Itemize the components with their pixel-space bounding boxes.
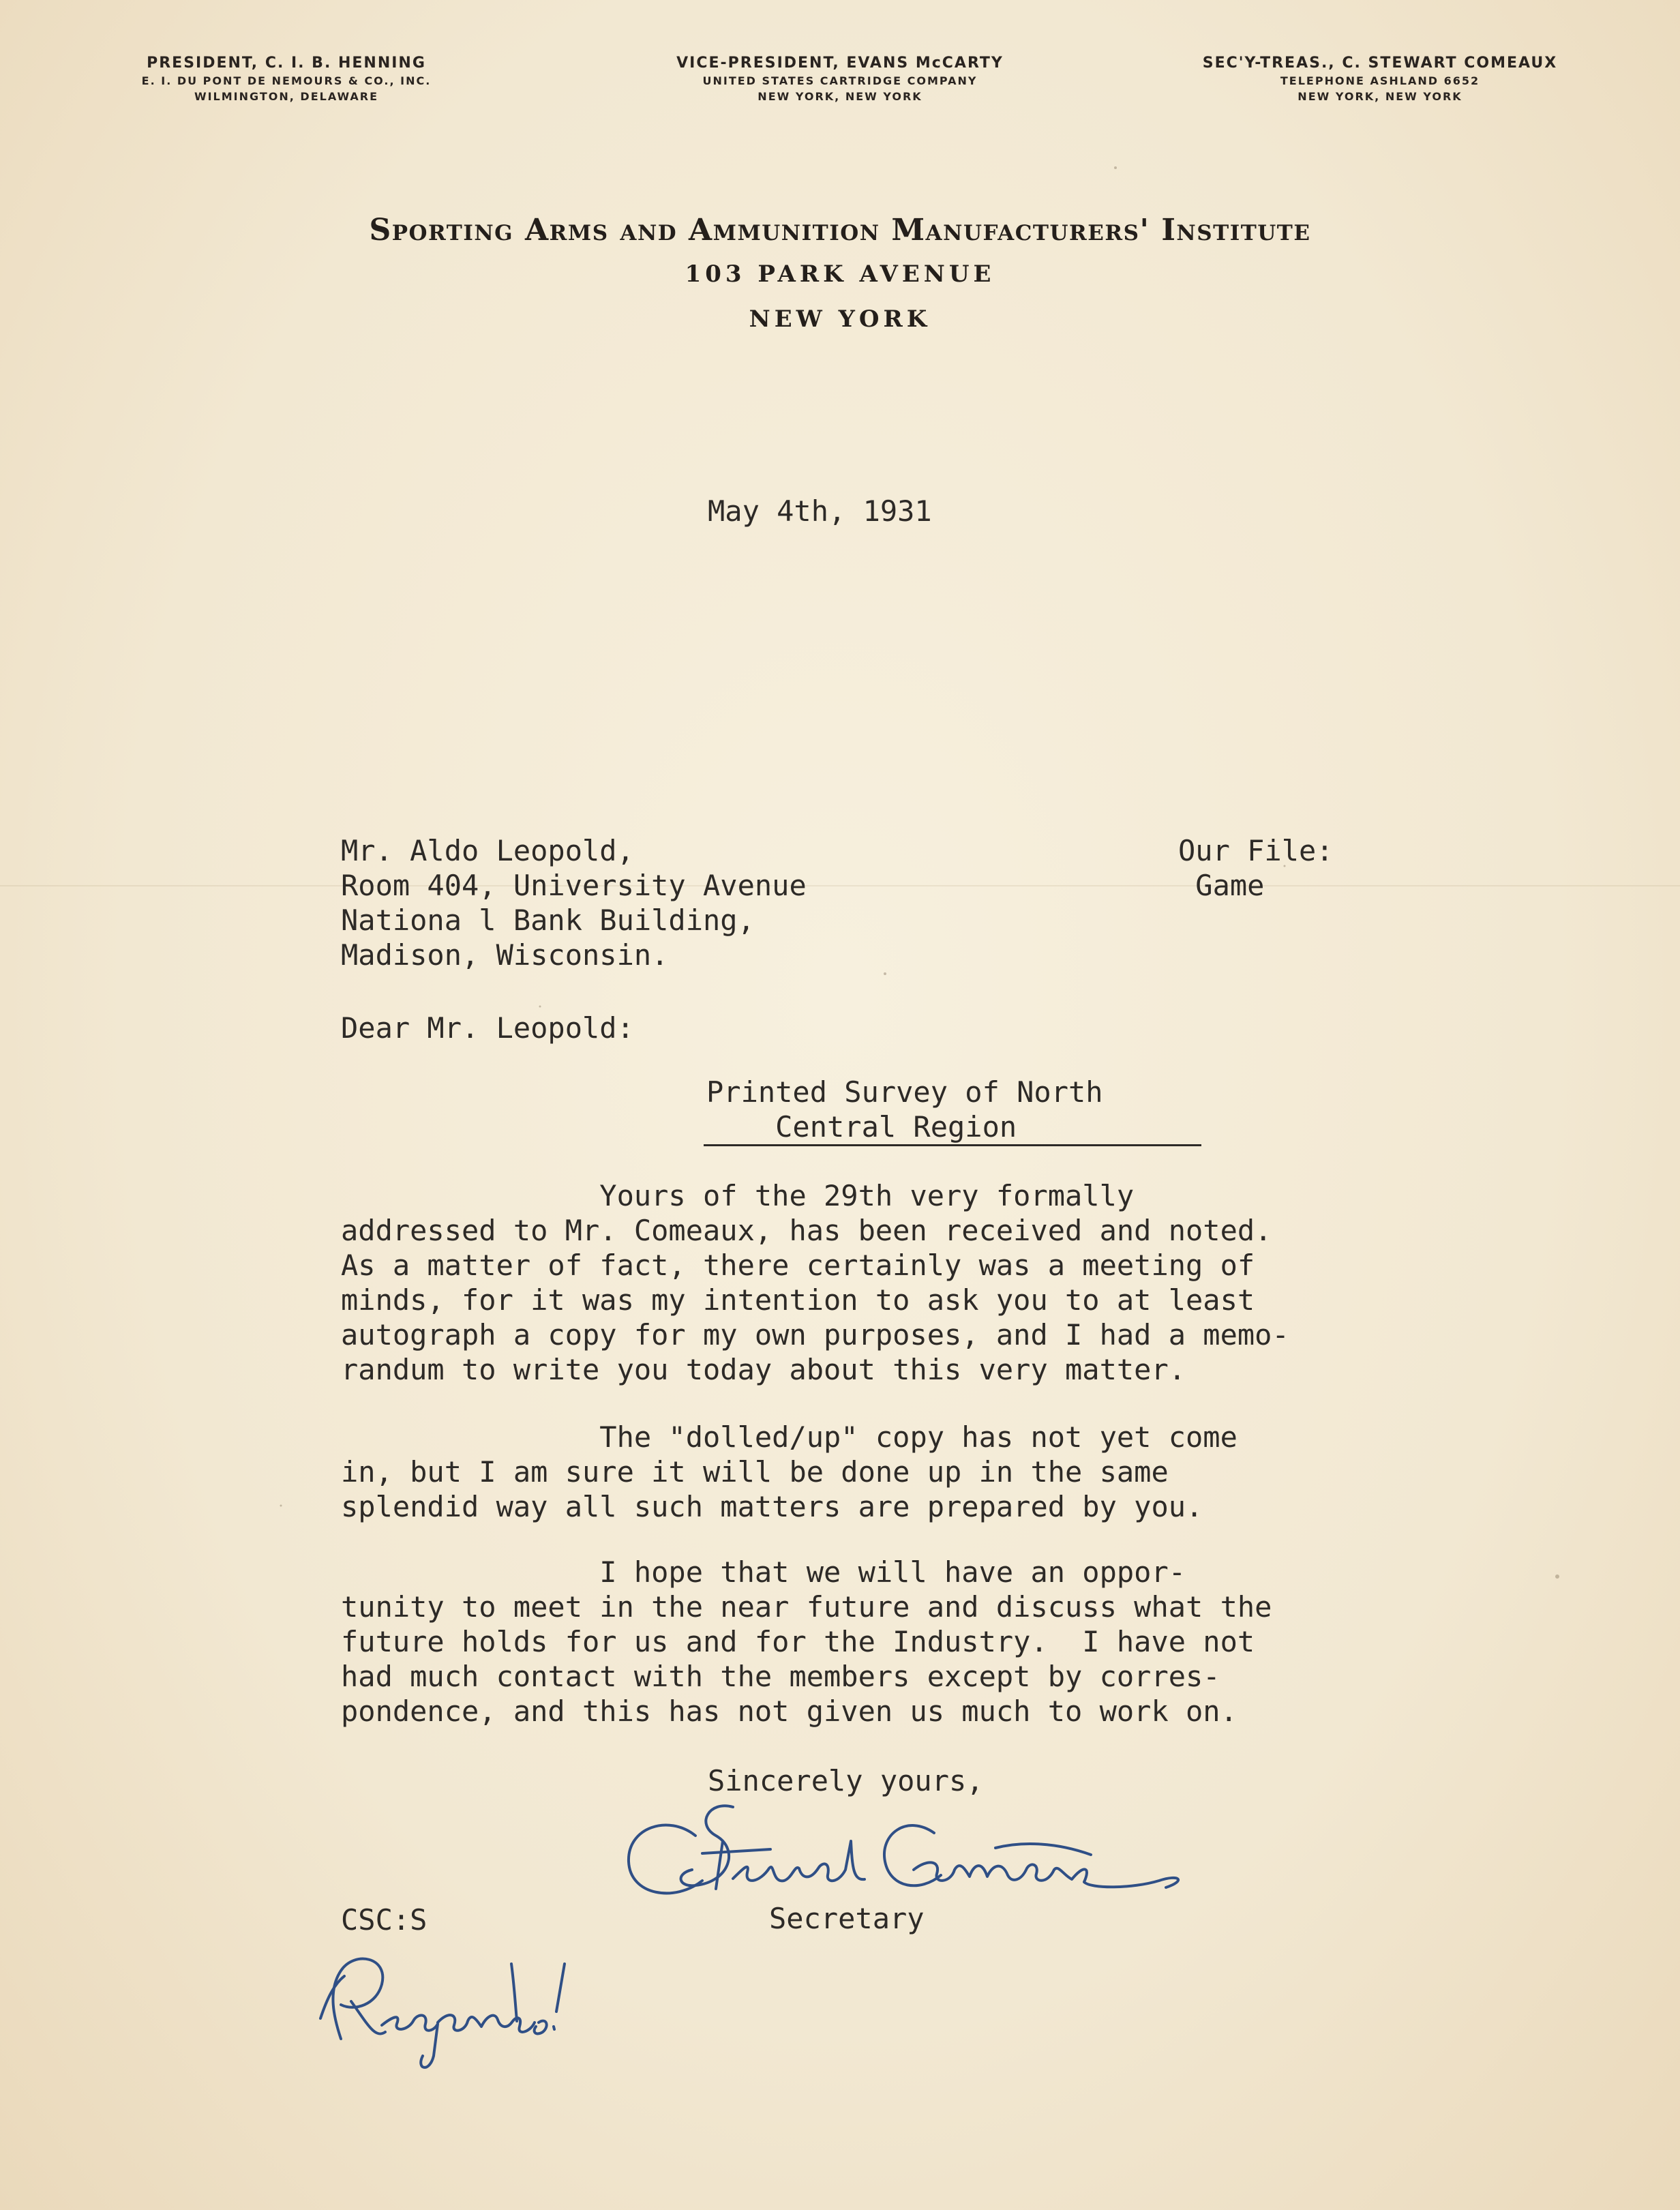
president-company: E. I. DU PONT DE NEMOURS & CO., INC. bbox=[141, 74, 432, 87]
typist-initials: CSC:S bbox=[341, 1903, 427, 1937]
body-paragraph-3: I hope that we will have an oppor- tunity to meet in the near future and discuss what the future holds for us and for the Industry. I have not had much contact with the members except by corres- pondence, and this has not given us much to work on. bbox=[341, 1555, 1272, 1728]
president-location: WILMINGTON, DELAWARE bbox=[194, 90, 379, 103]
organization-street: 103 PARK AVENUE bbox=[685, 260, 995, 288]
vice-president-location: NEW YORK, NEW YORK bbox=[758, 90, 922, 103]
salutation: Dear Mr. Leopold: bbox=[341, 1011, 634, 1045]
recipient-address: Mr. Aldo Leopold, Room 404, University Avenue Nationa l Bank Building, Madison, Wisconsin. bbox=[341, 834, 807, 972]
organization-name: Sporting Arms and Ammunition Manufacturers' Institute bbox=[369, 213, 1311, 248]
organization-city: NEW YORK bbox=[749, 305, 931, 333]
signer-title: Secretary bbox=[769, 1902, 925, 1935]
file-reference: Our File: Game bbox=[1178, 834, 1334, 902]
letter-date: May 4th, 1931 bbox=[708, 494, 932, 528]
secretary-treasurer-telephone: TELEPHONE ASHLAND 6652 bbox=[1280, 74, 1480, 87]
vice-president-title: VICE-PRESIDENT, EVANS McCARTY bbox=[676, 55, 1004, 72]
secretary-treasurer-location: NEW YORK, NEW YORK bbox=[1298, 90, 1462, 103]
president-title: PRESIDENT, C. I. B. HENNING bbox=[147, 55, 426, 72]
subject-line: Printed Survey of North Central Region bbox=[706, 1075, 1103, 1144]
body-paragraph-1: Yours of the 29th very formally addressed to Mr. Comeaux, has been received and noted. As a matter of fact, there certainly was a meeting of minds, for it was my intention to ask you to at least autograph a copy for my own purposes, and I had a memo- randum to write you today about this very matter. bbox=[341, 1179, 1289, 1386]
closing: Sincerely yours, bbox=[708, 1764, 984, 1797]
secretary-treasurer-title: SEC'Y-TREAS., C. STEWART COMEAUX bbox=[1202, 55, 1558, 72]
body-paragraph-2: The "dolled/up" copy has not yet come in, but I am sure it will be done up in the same splendid way all such matters are prepared by you. bbox=[341, 1420, 1238, 1523]
vice-president-company: UNITED STATES CARTRIDGE COMPANY bbox=[702, 74, 978, 87]
